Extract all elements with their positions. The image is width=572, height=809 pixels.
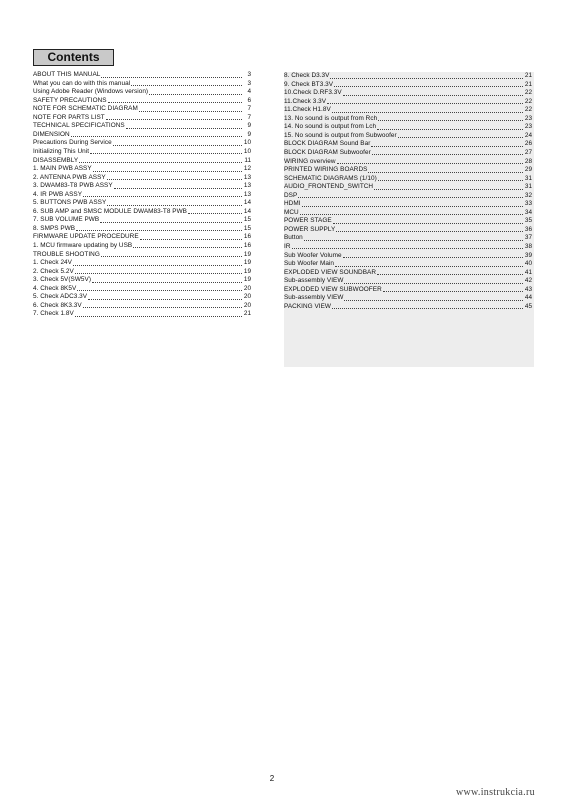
dot-leader (188, 212, 242, 214)
toc-entry[interactable] (33, 97, 251, 106)
toc-entry[interactable] (33, 302, 251, 311)
toc-entry[interactable] (33, 114, 251, 123)
dot-leader (302, 205, 523, 207)
toc-entry-title: 1. MAIN PWB ASSY (33, 165, 92, 173)
dot-leader (377, 128, 523, 130)
toc-entry[interactable] (284, 115, 532, 124)
toc-entry-title: PRINTED WIRING BOARDS (284, 166, 368, 174)
dot-leader (344, 282, 523, 284)
dot-leader (107, 178, 242, 180)
dot-leader (77, 289, 242, 291)
toc-entry[interactable] (33, 174, 251, 183)
toc-entry-title: POWER STAGE (284, 217, 332, 225)
toc-entry-title: 7. SUB VOLUME PWB (33, 216, 100, 224)
toc-entry-title: POWER SUPPLY (284, 225, 336, 233)
dot-leader (292, 247, 524, 249)
toc-entry-title: IR (284, 242, 291, 250)
toc-entry-page: 16 (243, 233, 251, 241)
toc-entry-page: 23 (524, 123, 532, 131)
dot-leader (335, 265, 523, 267)
toc-entry-title: Sub-assembly VIEW (284, 277, 344, 285)
toc-entry-page: 9 (247, 122, 251, 130)
toc-entry-title: 6. Check 8K3.3V (33, 301, 82, 309)
toc-entry[interactable] (33, 276, 251, 285)
toc-entry[interactable] (33, 268, 251, 277)
watermark: www.instrukcia.ru (456, 787, 535, 798)
toc-entry-page: 19 (243, 250, 251, 258)
toc-entry-page: 3 (247, 79, 251, 87)
toc-entry-page: 22 (524, 89, 532, 97)
toc-entry-page: 40 (524, 260, 532, 268)
dot-leader (88, 298, 242, 300)
toc-entry-title: SCHEMATIC DIAGRAMS (1/10) (284, 174, 377, 182)
dot-leader (73, 264, 242, 266)
dot-leader (131, 84, 242, 86)
toc-entry-title: MCU (284, 208, 299, 216)
toc-entry-title: Sub Woofer Main (284, 260, 335, 268)
toc-entry[interactable] (33, 105, 251, 114)
toc-entry-title: 5. Check ADC3.3V (33, 293, 88, 301)
toc-entry-page: 33 (524, 200, 532, 208)
toc-entry[interactable] (284, 192, 532, 201)
toc-entry[interactable] (284, 123, 532, 132)
toc-entry-title: 11.Check H1.8V (284, 106, 331, 114)
dot-leader (327, 102, 523, 104)
toc-entry-title: 13. No sound is output from Rch (284, 114, 378, 122)
toc-entry-page: 19 (243, 259, 251, 267)
toc-entry-title: SAFETY PRECAUTIONS (33, 96, 107, 104)
dot-leader (378, 119, 523, 121)
toc-entry-page: 23 (524, 114, 532, 122)
toc-entry-title: 9. Check BT3.3V (284, 80, 334, 88)
toc-entry-page: 20 (243, 284, 251, 292)
dot-leader (332, 307, 523, 309)
toc-entry-title: 4. Check 8K5V (33, 284, 77, 292)
dot-leader (100, 221, 242, 223)
toc-entry-page: 13 (243, 190, 251, 198)
toc-entry-page: 43 (524, 285, 532, 293)
toc-entry-page: 22 (524, 97, 532, 105)
toc-entry[interactable] (284, 98, 532, 107)
dot-leader (398, 136, 523, 138)
toc-entry[interactable] (33, 225, 251, 234)
dot-leader (374, 188, 523, 190)
toc-entry[interactable] (284, 286, 532, 295)
toc-entry-page: 37 (524, 234, 532, 242)
toc-entry[interactable] (33, 250, 251, 259)
toc-entry-title: AUDIO_FRONTEND_SWITCH (284, 183, 374, 191)
dot-leader (371, 145, 523, 147)
toc-entry[interactable] (33, 88, 251, 97)
toc-entry-title: BLOCK DIAGRAM Subwoofer (284, 148, 371, 156)
dot-leader (332, 111, 523, 113)
toc-entry-title: 5. BUTTONS PWB ASSY (33, 199, 107, 207)
dot-leader (139, 110, 242, 112)
toc-entry-title: 11.Check 3.3V (284, 97, 327, 105)
toc-entry[interactable] (284, 209, 532, 218)
toc-entry[interactable] (284, 166, 532, 175)
dot-leader (83, 306, 242, 308)
toc-entry[interactable] (284, 251, 532, 260)
toc-entry[interactable] (284, 72, 532, 81)
dot-leader (149, 93, 242, 95)
toc-entry-page: 19 (243, 267, 251, 275)
toc-entry-title: 7. Check 1.8V (33, 310, 74, 318)
toc-entry-page: 14 (243, 207, 251, 215)
toc-entry[interactable] (284, 200, 532, 209)
toc-entry-title: Using Adobe Reader (Windows version) (33, 88, 149, 96)
toc-entry-title: BLOCK DIAGRAM Sound Bar (284, 140, 371, 148)
toc-entry-page: 20 (243, 293, 251, 301)
toc-entry-page: 24 (524, 131, 532, 139)
toc-entry-title: Button (284, 234, 303, 242)
dot-leader (101, 255, 242, 257)
dot-leader (304, 239, 523, 241)
toc-entry-title: TECHNICAL SPECIFICATIONS (33, 122, 125, 130)
toc-entry-page: 10 (243, 147, 251, 155)
dot-leader (333, 222, 523, 224)
dot-leader (108, 101, 242, 103)
dot-leader (92, 281, 242, 283)
toc-entry[interactable] (33, 293, 251, 302)
dot-leader (114, 187, 242, 189)
toc-entry-title: EXPLODED VIEW SUBWOOFER (284, 285, 382, 293)
toc-entry[interactable] (33, 208, 251, 217)
toc-entry-page: 45 (524, 302, 532, 310)
toc-entry-page: 12 (243, 165, 251, 173)
toc-entry[interactable] (284, 183, 532, 192)
toc-entry-page: 4 (247, 88, 251, 96)
toc-entry-page: 9 (247, 130, 251, 138)
toc-entry[interactable] (284, 303, 532, 312)
toc-entry[interactable] (33, 216, 251, 225)
toc-entry[interactable] (284, 157, 532, 166)
toc-entry-page: 14 (243, 199, 251, 207)
dot-leader (298, 196, 523, 198)
dot-leader (343, 256, 523, 258)
toc-entry-page: 22 (524, 106, 532, 114)
toc-entry-title: 10.Check D.RF3.3V (284, 89, 342, 97)
dot-leader (75, 272, 242, 274)
toc-entry-title: 1. Check 24V (33, 259, 72, 267)
dot-leader (383, 290, 523, 292)
toc-entry-title: Sub Woofer Volume (284, 251, 342, 259)
toc-entry-title: 3. DWAM83-T8 PWB ASSY (33, 182, 113, 190)
toc-entry[interactable] (284, 149, 532, 158)
toc-entry[interactable] (284, 294, 532, 303)
toc-entry[interactable] (284, 226, 532, 235)
toc-entry-title: NOTE FOR PARTS LIST (33, 113, 105, 121)
toc-entry-page: 26 (524, 140, 532, 148)
toc-entry[interactable] (33, 310, 251, 319)
dot-leader (107, 204, 242, 206)
dot-leader (76, 229, 242, 231)
toc-entry-title: 2. ANTENNA PWB ASSY (33, 173, 106, 181)
toc-entry-title: HDMI (284, 200, 301, 208)
dot-leader (330, 77, 523, 79)
toc-entry-page: 19 (243, 276, 251, 284)
toc-entry[interactable] (284, 132, 532, 141)
toc-entry[interactable] (284, 106, 532, 115)
toc-entry[interactable] (33, 182, 251, 191)
dot-leader (75, 315, 242, 317)
toc-entry[interactable] (284, 175, 532, 184)
toc-entry-title: 8. SMPS PWB (33, 224, 76, 232)
toc-entry-title: Precautions During Service (33, 139, 112, 147)
dot-leader (113, 144, 242, 146)
toc-entry-page: 38 (524, 242, 532, 250)
toc-entry[interactable] (33, 80, 251, 89)
toc-entry[interactable] (284, 269, 532, 278)
dot-leader (140, 238, 242, 240)
contents-heading: Contents (33, 49, 114, 66)
toc-entry-page: 13 (243, 182, 251, 190)
toc-entry-title: 4. IR PWB ASSY (33, 190, 83, 198)
toc-entry[interactable] (284, 234, 532, 243)
toc-entry-title: 1. MCU firmware updating by USB (33, 241, 133, 249)
toc-entry-page: 41 (524, 268, 532, 276)
toc-entry-title: 14. No sound is output from Lch (284, 123, 377, 131)
toc-entry-page: 21 (243, 310, 251, 318)
toc-entry[interactable] (33, 71, 251, 80)
toc-entry-title: WIRING overview (284, 157, 336, 165)
toc-entry-title: 8. Check D3.3V (284, 72, 330, 80)
toc-entry-page: 44 (524, 294, 532, 302)
toc-entry-title: Initializing This Unit (33, 147, 90, 155)
toc-entry[interactable] (284, 140, 532, 149)
toc-entry-title: 2. Check 5.2V (33, 267, 74, 275)
dot-leader (368, 171, 523, 173)
toc-right-column (284, 72, 534, 367)
toc-entry-page: 42 (524, 277, 532, 285)
toc-entry-page: 39 (524, 251, 532, 259)
toc-entry-title: Sub-assembly VIEW (284, 294, 344, 302)
toc-entry-title: PACKING VIEW (284, 302, 331, 310)
toc-entry[interactable] (33, 191, 251, 200)
toc-entry-page: 32 (524, 191, 532, 199)
toc-entry-title: TROUBLE SHOOTING (33, 250, 100, 258)
dot-leader (90, 152, 242, 154)
toc-entry-page: 28 (524, 157, 532, 165)
toc-entry-title: 6. SUB AMP and SMSC MODULE DWAM83-T8 PWB (33, 207, 187, 215)
toc-entry[interactable] (33, 131, 251, 140)
toc-entry[interactable] (284, 260, 532, 269)
toc-left-column (33, 71, 251, 319)
toc-entry-page: 36 (524, 225, 532, 233)
toc-entry-page: 21 (524, 80, 532, 88)
toc-entry-title: What you can do with this manual (33, 79, 131, 87)
toc-entry-title: NOTE FOR SCHEMATIC DIAGRAM (33, 105, 138, 113)
toc-entry[interactable] (33, 156, 251, 165)
dot-leader (378, 179, 523, 181)
dot-leader (106, 118, 242, 120)
dot-leader (343, 94, 523, 96)
toc-entry-page: 6 (247, 96, 251, 104)
toc-entry-title: 15. No sound is output from Subwoofer (284, 131, 397, 139)
toc-entry[interactable] (33, 122, 251, 131)
toc-entry-title: DIMENSION (33, 130, 70, 138)
dot-leader (337, 162, 523, 164)
toc-entry-page: 13 (243, 173, 251, 181)
dot-leader (300, 213, 523, 215)
dot-leader (377, 273, 523, 275)
toc-entry[interactable] (284, 243, 532, 252)
toc-entry-page: 21 (524, 72, 532, 80)
toc-entry-page: 7 (247, 105, 251, 113)
toc-entry[interactable] (33, 165, 251, 174)
toc-entry-title: ABOUT THIS MANUAL (33, 71, 101, 79)
toc-entry-page: 34 (524, 208, 532, 216)
toc-entry[interactable] (33, 148, 251, 157)
dot-leader (79, 161, 242, 163)
dot-leader (133, 246, 242, 248)
toc-entry-page: 31 (524, 174, 532, 182)
toc-entry-page: 15 (243, 224, 251, 232)
toc-entry-page: 35 (524, 217, 532, 225)
dot-leader (336, 230, 523, 232)
toc-entry-page: 29 (524, 166, 532, 174)
dot-leader (93, 170, 242, 172)
toc-entry-page: 20 (243, 301, 251, 309)
toc-entry[interactable] (33, 242, 251, 251)
toc-entry[interactable] (33, 233, 251, 242)
toc-entry-page: 16 (243, 241, 251, 249)
toc-entry[interactable] (33, 199, 251, 208)
toc-entry-page: 27 (524, 148, 532, 156)
toc-entry[interactable] (284, 89, 532, 98)
toc-entry-page: 11 (244, 156, 251, 164)
toc-entry[interactable] (33, 259, 251, 268)
dot-leader (126, 127, 242, 129)
toc-entry-title: 3. Check 5V(SW5V) (33, 276, 92, 284)
dot-leader (83, 195, 242, 197)
dot-leader (372, 153, 523, 155)
toc-entry-title: FIRMWARE UPDATE PROCEDURE (33, 233, 139, 241)
toc-entry-page: 7 (247, 113, 251, 121)
toc-entry-title: EXPLODED VIEW SOUNDBAR (284, 268, 377, 276)
toc-entry[interactable] (284, 217, 532, 226)
page-number: 2 (269, 774, 275, 783)
toc-entry[interactable] (33, 139, 251, 148)
dot-leader (101, 76, 242, 78)
toc-entry-title: DSP (284, 191, 298, 199)
toc-entry[interactable] (284, 277, 532, 286)
dot-leader (71, 135, 242, 137)
toc-entry[interactable] (33, 285, 251, 294)
toc-entry[interactable] (284, 81, 532, 90)
toc-entry-page: 15 (243, 216, 251, 224)
toc-entry-title: DISASSEMBLY (33, 156, 79, 164)
dot-leader (344, 299, 523, 301)
toc-entry-page: 10 (243, 139, 251, 147)
toc-entry-page: 3 (247, 71, 251, 79)
toc-entry-page: 31 (524, 183, 532, 191)
dot-leader (334, 85, 523, 87)
